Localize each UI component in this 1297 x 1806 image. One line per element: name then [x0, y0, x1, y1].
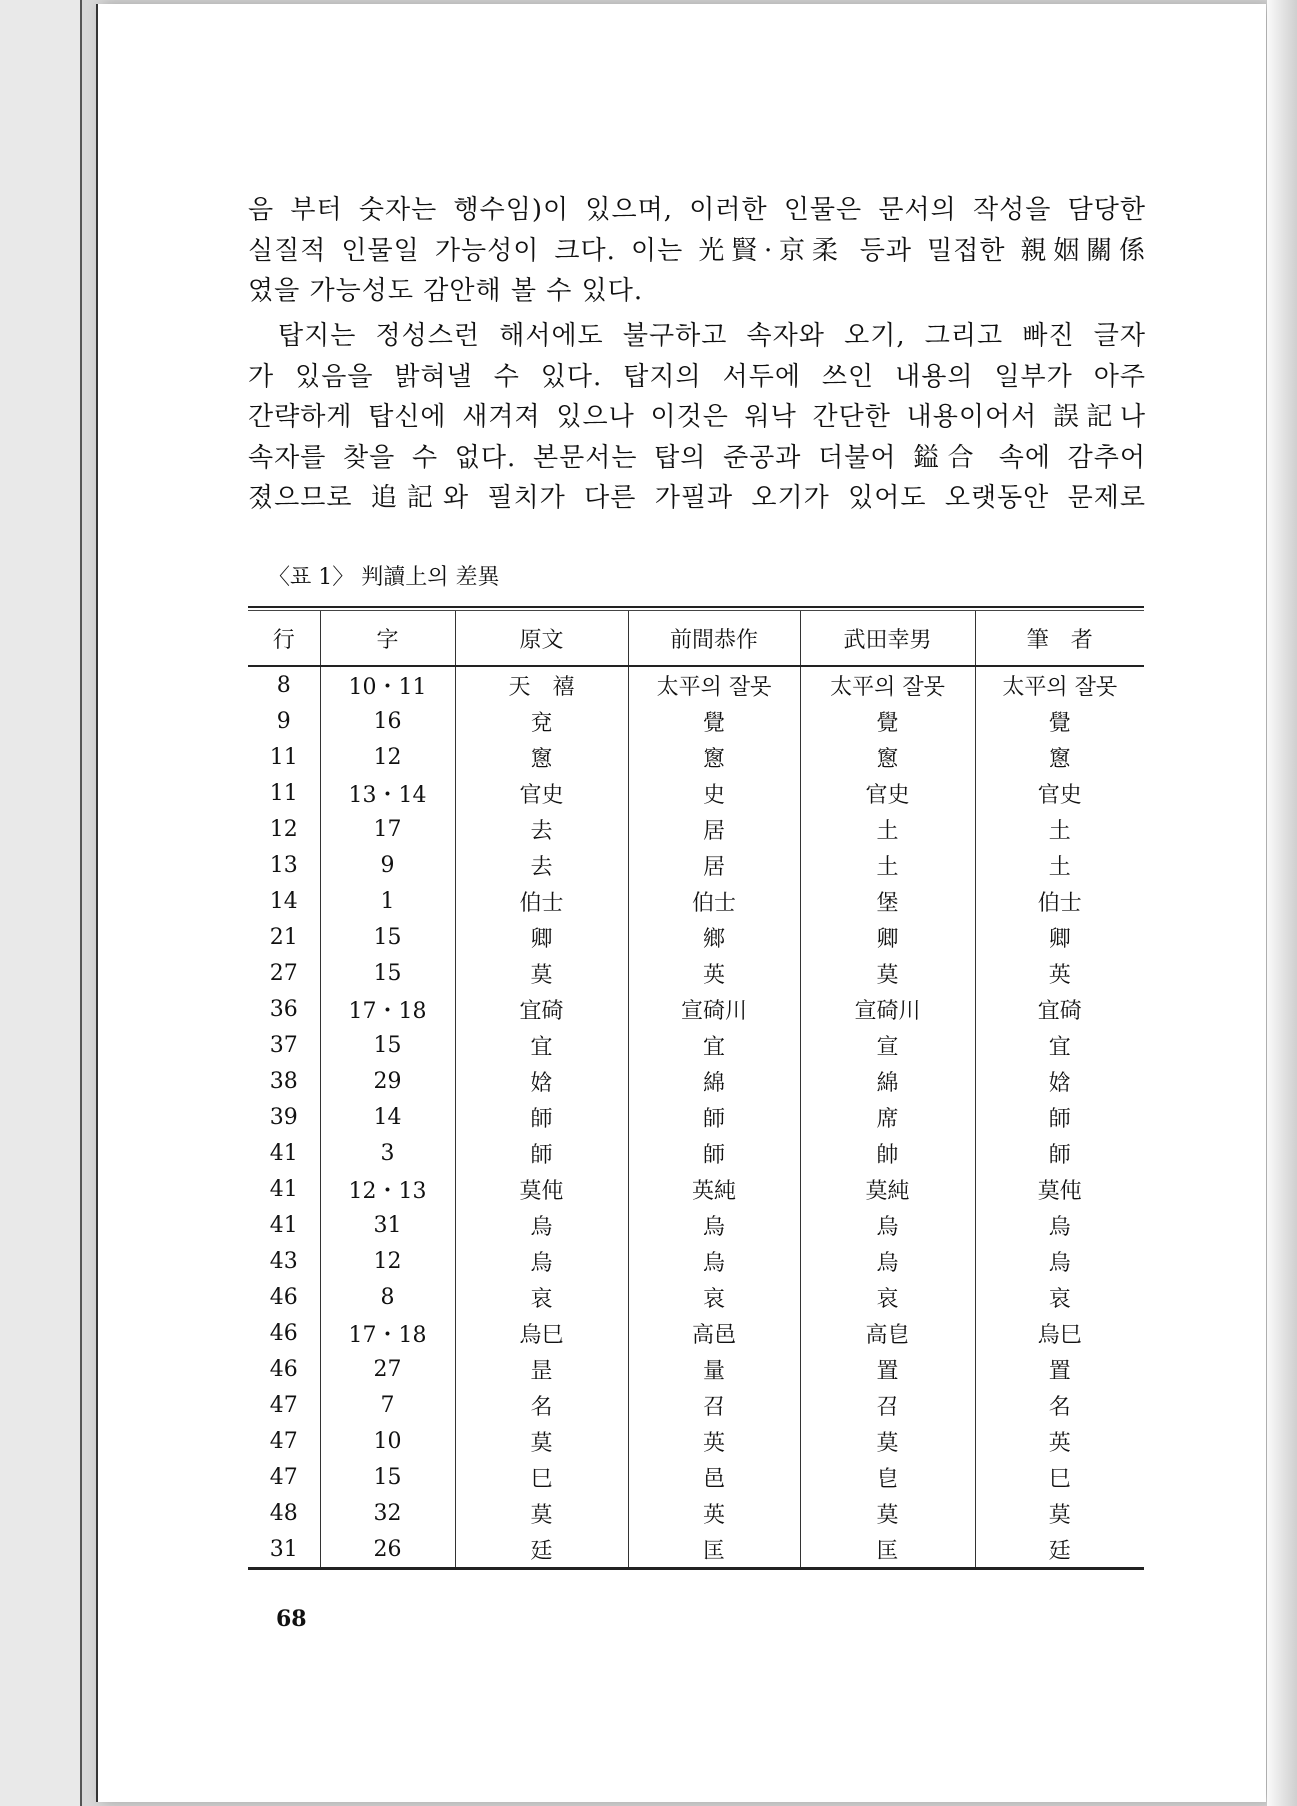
table-cell: 匡	[628, 1531, 800, 1567]
table-row	[248, 1171, 1144, 1207]
table-cell: 41	[269, 1176, 298, 1202]
table-cell: 宜	[455, 1027, 628, 1063]
table-row	[248, 883, 1144, 919]
table-cell: 8	[320, 1279, 455, 1315]
table-cell: 居	[628, 847, 800, 883]
table-cell: 宣碕川	[800, 991, 975, 1027]
table-row	[248, 1531, 1144, 1567]
table-cell: 9	[320, 847, 455, 883]
table-cell: 26	[320, 1531, 455, 1567]
table-cell: 官史	[455, 775, 628, 811]
table-row	[248, 991, 1144, 1027]
table-row	[248, 775, 1144, 811]
table-cell: 匡	[800, 1531, 975, 1567]
table-cell: 莫	[455, 955, 628, 991]
text-line: 였을 가능성도 감안해 볼 수 있다.	[248, 276, 644, 306]
table-cell: 17	[320, 811, 455, 847]
table-cell: 10	[320, 1423, 455, 1459]
table-cell: 英	[975, 955, 1144, 991]
table-cell: 窻	[975, 739, 1144, 775]
table-cell: 宣碕川	[628, 991, 800, 1027]
table-cell: 英	[628, 1423, 800, 1459]
table-cell: 47	[269, 1392, 298, 1418]
table-cell: 烏	[800, 1243, 975, 1279]
table-cell: 烏	[975, 1207, 1144, 1243]
table-cell: 39	[269, 1104, 298, 1130]
table-cell: 帥	[800, 1135, 975, 1171]
table-row	[248, 1099, 1144, 1135]
table-cell: 13	[269, 852, 298, 878]
table-cell: 烏	[455, 1207, 628, 1243]
table-cell: 師	[975, 1135, 1144, 1171]
comparison-table	[248, 606, 1144, 1570]
table-cell: 莫	[800, 955, 975, 991]
table-row	[248, 847, 1144, 883]
table-cell: 莫伅	[455, 1171, 628, 1207]
table-cell: 12・13	[320, 1171, 455, 1207]
table-cell: 去	[455, 847, 628, 883]
table-cell: 師	[628, 1099, 800, 1135]
table-cell: 12	[269, 816, 298, 842]
table-row	[248, 1351, 1144, 1387]
table-cell: 烏	[455, 1243, 628, 1279]
table-cell: 15	[320, 1027, 455, 1063]
table-cell: 烏	[975, 1243, 1144, 1279]
table-row	[248, 1027, 1144, 1063]
table-cell: 38	[269, 1068, 298, 1094]
table-cell: 窻	[455, 739, 628, 775]
table-cell: 召	[628, 1387, 800, 1423]
table-cell: 卿	[455, 919, 628, 955]
table-cell: 7	[320, 1387, 455, 1423]
table-cell: 3	[320, 1135, 455, 1171]
table-cell: 英純	[628, 1171, 800, 1207]
table-cell: 哀	[975, 1279, 1144, 1315]
table-cell: 15	[320, 955, 455, 991]
table-row	[248, 1387, 1144, 1423]
table-cell: 名	[975, 1387, 1144, 1423]
table-cell: 太平의 잘못	[628, 666, 800, 703]
table-cell: 烏巳	[455, 1315, 628, 1351]
table-cell: 官史	[975, 775, 1144, 811]
table-cell: 師	[975, 1099, 1144, 1135]
table-cell: 伯士	[628, 883, 800, 919]
table-cell: 居	[628, 811, 800, 847]
table-cell: 去	[455, 811, 628, 847]
table-cell: 昰	[455, 1351, 628, 1387]
table-cell: 娢	[975, 1063, 1144, 1099]
table-row	[248, 1459, 1144, 1495]
table-cell: 師	[628, 1135, 800, 1171]
table-cell: 綿	[800, 1063, 975, 1099]
table-cell: 土	[975, 811, 1144, 847]
table-cell: 名	[455, 1387, 628, 1423]
table-cell: 41	[269, 1212, 298, 1238]
table-cell: 宜	[975, 1027, 1144, 1063]
table-cell: 卿	[800, 919, 975, 955]
text-line: 음 부터 숫자는 행수임)이 있으며, 이러한 인물은 문서의 작성을 담당한	[248, 195, 1146, 225]
text-line: 졌으므로 追記와 필치가 다른 가필과 오기가 있어도 오랫동안 문제로	[248, 483, 1146, 513]
table-cell: 41	[269, 1140, 298, 1166]
table-cell: 莫	[455, 1423, 628, 1459]
table-cell: 15	[320, 919, 455, 955]
table-cell: 46	[269, 1320, 298, 1346]
table-cell: 宜碕	[455, 991, 628, 1027]
paragraph-1	[248, 190, 1146, 312]
table-cell: 莫	[975, 1495, 1144, 1531]
table-cell: 史	[628, 775, 800, 811]
table-cell: 卿	[975, 919, 1144, 955]
table-cell: 太平의 잘못	[975, 666, 1144, 703]
table-cell: 巳	[455, 1459, 628, 1495]
table-cell: 31	[269, 1536, 298, 1562]
table-row	[248, 703, 1144, 739]
table-header-row	[248, 611, 1144, 666]
table-cell: 11	[269, 744, 298, 770]
paragraph-2	[248, 316, 1146, 519]
table-row	[248, 955, 1144, 991]
table-cell: 27	[320, 1351, 455, 1387]
table-cell: 官史	[800, 775, 975, 811]
table-cell: 召	[800, 1387, 975, 1423]
table-cell: 47	[269, 1428, 298, 1454]
table-cell: 31	[320, 1207, 455, 1243]
table-row	[248, 1135, 1144, 1171]
table-cell: 烏	[628, 1243, 800, 1279]
table-cell: 12	[320, 739, 455, 775]
table-cell: 兗	[455, 703, 628, 739]
table-cell: 46	[269, 1284, 298, 1310]
table-cell: 烏巳	[975, 1315, 1144, 1351]
table-cell: 莫純	[800, 1171, 975, 1207]
table-cell: 17・18	[320, 991, 455, 1027]
table-cell: 鄉	[628, 919, 800, 955]
table-row	[248, 1243, 1144, 1279]
table-cell: 伯士	[975, 883, 1144, 919]
table-cell: 宜碕	[975, 991, 1144, 1027]
table-row	[248, 919, 1144, 955]
table-cell: 綿	[628, 1063, 800, 1099]
table-cell: 宜	[628, 1027, 800, 1063]
table-cell: 10・11	[320, 666, 455, 703]
table-row	[248, 739, 1144, 775]
table-cell: 47	[269, 1464, 298, 1490]
table-cell: 哀	[455, 1279, 628, 1315]
table-cell: 天 禧	[455, 666, 628, 703]
table-cell: 1	[320, 883, 455, 919]
table-cell: 莫	[800, 1423, 975, 1459]
table-cell: 9	[276, 708, 291, 734]
table-cell: 烏	[628, 1207, 800, 1243]
table-row	[248, 1279, 1144, 1315]
table-cell: 36	[269, 996, 298, 1022]
table-cell: 覺	[975, 703, 1144, 739]
table-cell: 席	[800, 1099, 975, 1135]
table-cell: 娢	[455, 1063, 628, 1099]
table-row	[248, 1063, 1144, 1099]
table-cell: 師	[455, 1135, 628, 1171]
table-cell: 英	[628, 955, 800, 991]
table-cell: 烏	[800, 1207, 975, 1243]
table-cell: 12	[320, 1243, 455, 1279]
table-cell: 46	[269, 1356, 298, 1382]
table-cell: 堡	[800, 883, 975, 919]
table-cell: 土	[800, 811, 975, 847]
table-cell: 量	[628, 1351, 800, 1387]
column-header: 前間恭作	[628, 611, 800, 666]
table-cell: 哀	[628, 1279, 800, 1315]
table-cell: 32	[320, 1495, 455, 1531]
page-number: 68	[276, 1606, 307, 1632]
table-cell: 11	[269, 780, 298, 806]
table-cell: 廷	[975, 1531, 1144, 1567]
table-cell: 土	[975, 847, 1144, 883]
table-cell: 窻	[628, 739, 800, 775]
column-header: 行	[248, 611, 320, 666]
table-cell: 43	[269, 1248, 298, 1274]
table-cell: 邑	[628, 1459, 800, 1495]
table-cell: 英	[628, 1495, 800, 1531]
text-line: 속자를 찾을 수 없다. 본문서는 탑의 준공과 더불어 鎰合 속에 감추어	[248, 442, 1146, 473]
table-cell: 16	[320, 703, 455, 739]
table-cell: 高邑	[628, 1315, 800, 1351]
table-cell: 高皀	[800, 1315, 975, 1351]
column-header: 字	[320, 611, 455, 666]
table-cell: 覺	[628, 703, 800, 739]
table-cell: 英	[975, 1423, 1144, 1459]
table-cell: 皀	[800, 1459, 975, 1495]
table-cell: 14	[320, 1099, 455, 1135]
table-cell: 太平의 잘못	[800, 666, 975, 703]
table-cell: 哀	[800, 1279, 975, 1315]
table-cell: 17・18	[320, 1315, 455, 1351]
table-row	[248, 1315, 1144, 1351]
table-cell: 巳	[975, 1459, 1144, 1495]
text-line: 탑지는 정성스런 해서에도 불구하고 속자와 오기, 그리고 빠진 글자	[278, 321, 1146, 351]
table-cell: 置	[800, 1351, 975, 1387]
table-cell: 師	[455, 1099, 628, 1135]
table-cell: 莫伅	[975, 1171, 1144, 1207]
column-header: 筆 者	[975, 611, 1144, 666]
column-header: 武田幸男	[800, 611, 975, 666]
text-line: 간략하게 탑신에 새겨져 있으나 이것은 워낙 간단한 내용이어서 誤記나	[248, 402, 1146, 432]
table-cell: 14	[269, 888, 298, 914]
text-line: 실질적 인물일 가능성이 크다. 이는 光賢·京柔 등과 밀접한 親姻關係	[248, 235, 1146, 266]
table-cell: 48	[269, 1500, 298, 1526]
column-header: 原文	[455, 611, 628, 666]
text-line: 가 있음을 밝혀낼 수 있다. 탑지의 서두에 쓰인 내용의 일부가 아주	[248, 361, 1146, 392]
table-row	[248, 666, 1144, 703]
table-cell: 8	[276, 672, 291, 698]
table-cell: 土	[800, 847, 975, 883]
table-cell: 廷	[455, 1531, 628, 1567]
table-cell: 窻	[800, 739, 975, 775]
table-bottom-rule	[248, 1567, 1144, 1570]
table-row	[248, 1495, 1144, 1531]
table-cell: 莫	[800, 1495, 975, 1531]
table-cell: 21	[269, 924, 298, 950]
table-cell: 覺	[800, 703, 975, 739]
table-caption: 〈표 1〉 判讀上의 差異	[268, 565, 500, 590]
table-cell: 13・14	[320, 775, 455, 811]
table-cell: 置	[975, 1351, 1144, 1387]
table-cell: 15	[320, 1459, 455, 1495]
table-cell: 37	[269, 1032, 298, 1058]
table-cell: 伯士	[455, 883, 628, 919]
table-cell: 宣	[800, 1027, 975, 1063]
page-shadow	[1267, 0, 1297, 1806]
table-cell: 莫	[455, 1495, 628, 1531]
table-row	[248, 811, 1144, 847]
table-row	[248, 1207, 1144, 1243]
table-row	[248, 1423, 1144, 1459]
table-cell: 29	[320, 1063, 455, 1099]
table-cell: 27	[269, 960, 298, 986]
